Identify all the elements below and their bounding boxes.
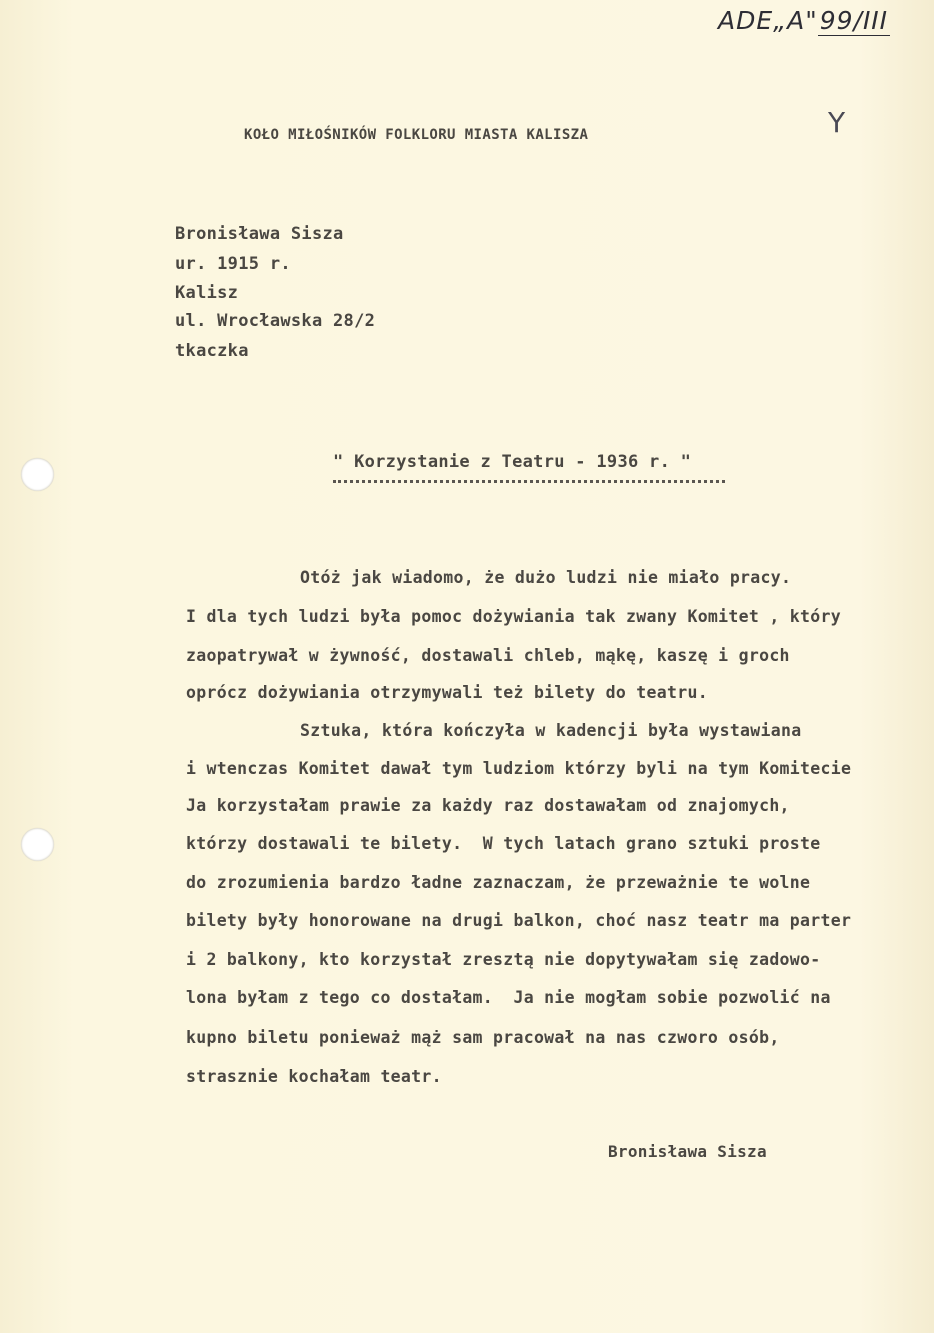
body-line: strasznie kochałam teatr. <box>186 1067 442 1086</box>
archive-reference-mark <box>718 6 890 36</box>
signature: Bronisława Sisza <box>608 1142 767 1161</box>
author-birth-year: ur. 1915 r. <box>175 254 291 274</box>
body-line: zaopatrywał w żywność, dostawali chleb, mąkę, kaszę i groch <box>186 646 790 665</box>
punch-hole-top <box>21 458 54 491</box>
author-occupation: tkaczka <box>175 341 249 361</box>
body-line: bilety były honorowane na drugi balkon, choć nasz teatr ma parter <box>186 911 852 930</box>
body-line: Sztuka, która kończyła w kadencji była wystawiana <box>300 721 802 740</box>
author-street: ul. Wrocławska 28/2 <box>175 311 376 331</box>
body-line: kupno biletu ponieważ mąż sam pracował na nas czworo osób, <box>186 1028 780 1047</box>
author-city: Kalisz <box>175 283 239 303</box>
body-line: I dla tych ludzi była pomoc dożywiania tak zwany Komitet , który <box>186 607 841 626</box>
body-line: Ja korzystałam prawie za każdy raz dostawałam od znajomych, <box>186 796 790 815</box>
body-line: i 2 balkony, kto korzystał zresztą nie dopytywałam się zadowo- <box>186 950 821 969</box>
archive-mark-fraction: 99/III <box>819 6 889 35</box>
author-name: Bronisława Sisza <box>175 224 344 244</box>
organization-header: KOŁO MIŁOŚNIKÓW FOLKLORU MIASTA KALISZA <box>244 127 589 143</box>
punch-hole-bottom <box>21 828 54 861</box>
body-line: i wtenczas Komitet dawał tym ludziom którzy byli na tym Komitecie <box>186 759 852 778</box>
archive-mark-prefix: ADE„A" <box>718 6 818 35</box>
body-line: do zrozumienia bardzo ładne zaznaczam, że przeważnie te wolne <box>186 873 811 892</box>
body-line: którzy dostawali te bilety. W tych latach grano sztuki proste <box>186 834 821 853</box>
body-line: lona byłam z tego co dostałam. Ja nie mogłam sobie pozwolić na <box>186 988 831 1007</box>
document-title: " Korzystanie z Teatru - 1936 r. " <box>333 452 692 472</box>
title-underline <box>333 480 725 483</box>
body-line: oprócz dożywiania otrzymywali też bilety do teatru. <box>186 683 708 702</box>
body-line: Otóż jak wiadomo, że dużo ludzi nie miało pracy. <box>300 568 792 587</box>
handwritten-corner-mark: Y <box>828 106 846 139</box>
